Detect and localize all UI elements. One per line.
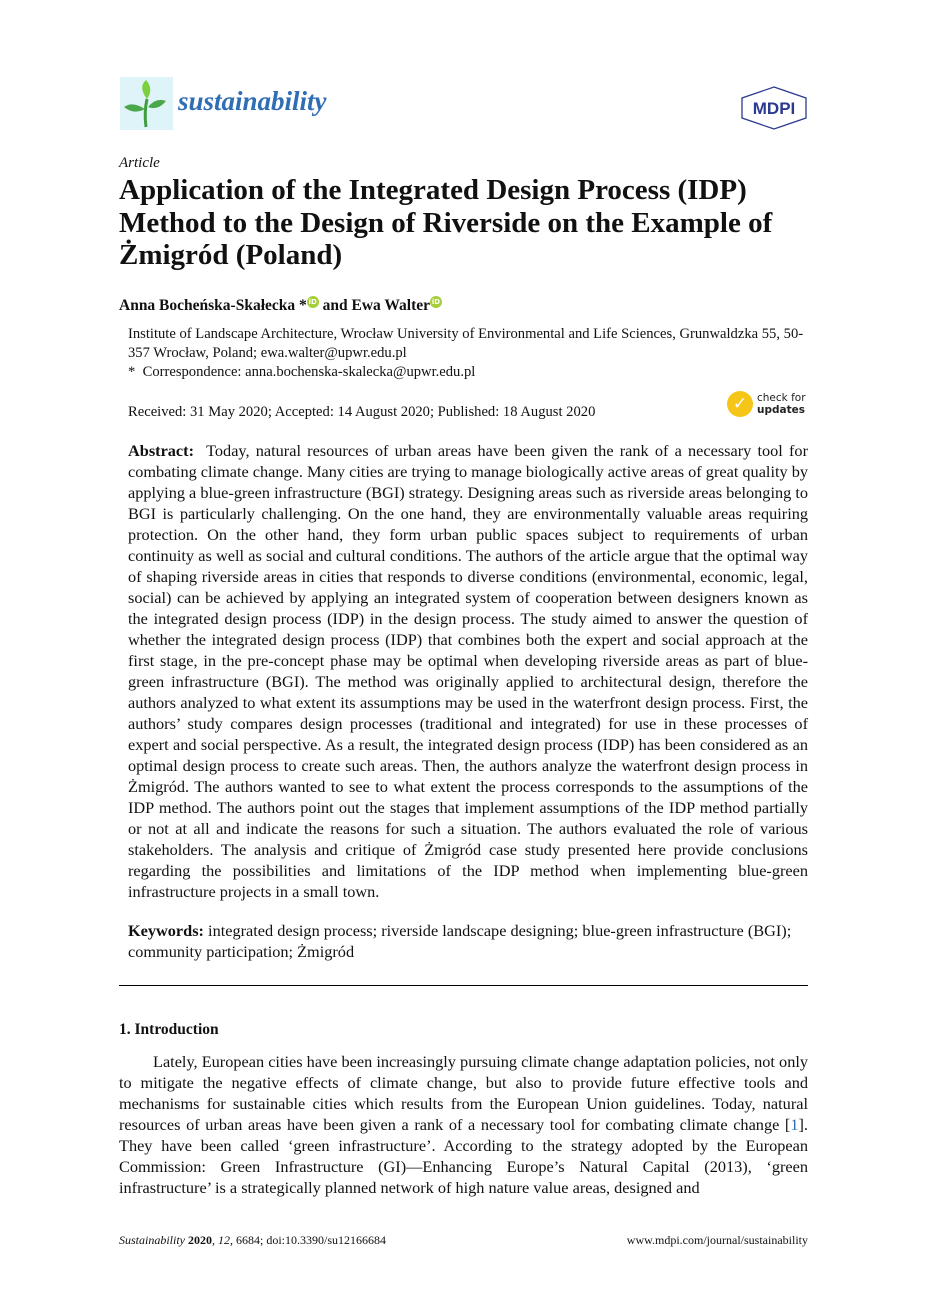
- keywords: [128, 920, 808, 962]
- keywords-label: Keywords:: [128, 921, 204, 940]
- footer-volume: 12: [218, 1233, 230, 1247]
- journal-logo: [120, 77, 173, 130]
- author-name: Anna Bocheńska-Skałecka *: [119, 297, 307, 315]
- citation-link[interactable]: 1: [790, 1115, 799, 1134]
- keywords-text: integrated design process; riverside landscape designing; blue-green infrastructure (BGI); community participation; Żmigród: [128, 921, 792, 961]
- svg-text:MDPI: MDPI: [752, 99, 796, 118]
- intro-text: ]. They have been called ‘green infrastructure’. According to the strategy adopted by the European Commission: Green Infrastructure (GI)—Enhancing Europe’s Natural Capital (2013), ‘green infrastructure’ is a strategically planned network of high nature value areas, designed and: [119, 1115, 808, 1197]
- divider: [119, 985, 808, 986]
- footer-journal: Sustainability: [119, 1233, 185, 1247]
- checkmark-icon: ✓: [727, 391, 753, 417]
- intro-paragraph: [119, 1051, 808, 1198]
- affiliation: Institute of Landscape Architecture, Wrocław University of Environmental and Life Sciences, Grunwaldzka 55, 50-357 Wrocław, Poland; ewa.walter@upwr.edu.pl: [128, 326, 804, 361]
- authors: [119, 296, 442, 315]
- orcid-icon[interactable]: iD: [308, 298, 317, 306]
- author-name: and Ewa Walter: [318, 297, 431, 315]
- publication-dates: Received: 31 May 2020; Accepted: 14 August 2020; Published: 18 August 2020: [128, 404, 596, 420]
- sprout-icon: [120, 77, 173, 130]
- footer-doi: , 6684; doi:10.3390/su12166684: [230, 1233, 387, 1247]
- journal-name: sustainability: [178, 86, 327, 116]
- intro-text: Lately, European cities have been increasingly pursuing climate change adaptation policies, not only to mitigate the negative effects of climate change, but also to provide future effective tools and mechanisms for sustainable cities which results from the European Union guidelines. Today, natural resources of urban areas have been given a rank of a necessary tool for combating climate change [: [119, 1052, 808, 1134]
- article-type: Article: [119, 155, 160, 171]
- paper-title: Application of the Integrated Design Process (IDP) Method to the Design of Riverside on the Example of Żmigród (Poland): [119, 174, 773, 271]
- updates-label: updates: [757, 404, 805, 416]
- correspondence: [128, 363, 475, 382]
- check-label: check for: [757, 392, 806, 404]
- abstract: [128, 440, 808, 902]
- abstract-label: Abstract:: [128, 441, 195, 460]
- footer-citation: Sustainability 2020, 12, 6684; doi:10.3390/su12166684: [119, 1233, 387, 1247]
- footer-url[interactable]: www.mdpi.com/journal/sustainability: [626, 1233, 808, 1247]
- footer-year: 2020: [188, 1233, 212, 1247]
- abstract-text: Today, natural resources of urban areas have been given the rank of a necessary tool for combating climate change. Many cities are trying to manage biologically active areas of great quality by applying a blue-green infrastructure (BGI) strategy. Designing areas such as riverside areas belonging to BGI is particularly challenging. On the one hand, they are environmentally valuable areas requiring protection. On the other hand, they form urban public spaces subject to requirements of urban continuity as well as social and cultural conditions. The authors of the article argue that the optimal way of shaping riverside areas in cities that responds to diverse conditions (environmental, economic, legal, social) can be achieved by applying an integrated system of cooperation between designers known as the integrated design process (IDP) in the design process. The study aimed to answer the question of whether the integrated design process (IDP) that combines both the expert and social approach at the first stage, in the pre-concept phase may be optimal when developing riverside areas as part of blue-green infrastructure (BGI). The method was originally applied to architectural design, therefore the authors analyzed to what extent its assumptions may be used in the waterfront design process. First, the authors’ study compares design processes (traditional and integrated) for use in these processes of expert and social perspective. As a result, the integrated design process (IDP) has been considered as an optimal design process to create such areas. Then, the authors analyze the waterfront design process in Żmigród. The authors wanted to see to what extent the process corresponds to the assumptions of the IDP method. The authors point out the stages that implement assumptions of the IDP method partially or not at all and indicate the reasons for such a situation. The authors evaluated the role of various stakeholders. The analysis and critique of Żmigród case study presented here provide conclusions regarding the possibilities and limitations of the IDP method when implementing blue-green infrastructure projects in a small town.: [128, 441, 808, 901]
- correspondence-text: Correspondence: anna.bochenska-skalecka@upwr.edu.pl: [142, 364, 476, 380]
- section-heading: 1. Introduction: [119, 1021, 219, 1038]
- correspondence-mark: *: [128, 364, 136, 380]
- mdpi-logo: [740, 86, 808, 130]
- check-for-updates-button[interactable]: [727, 391, 806, 417]
- orcid-icon[interactable]: iD: [431, 298, 441, 306]
